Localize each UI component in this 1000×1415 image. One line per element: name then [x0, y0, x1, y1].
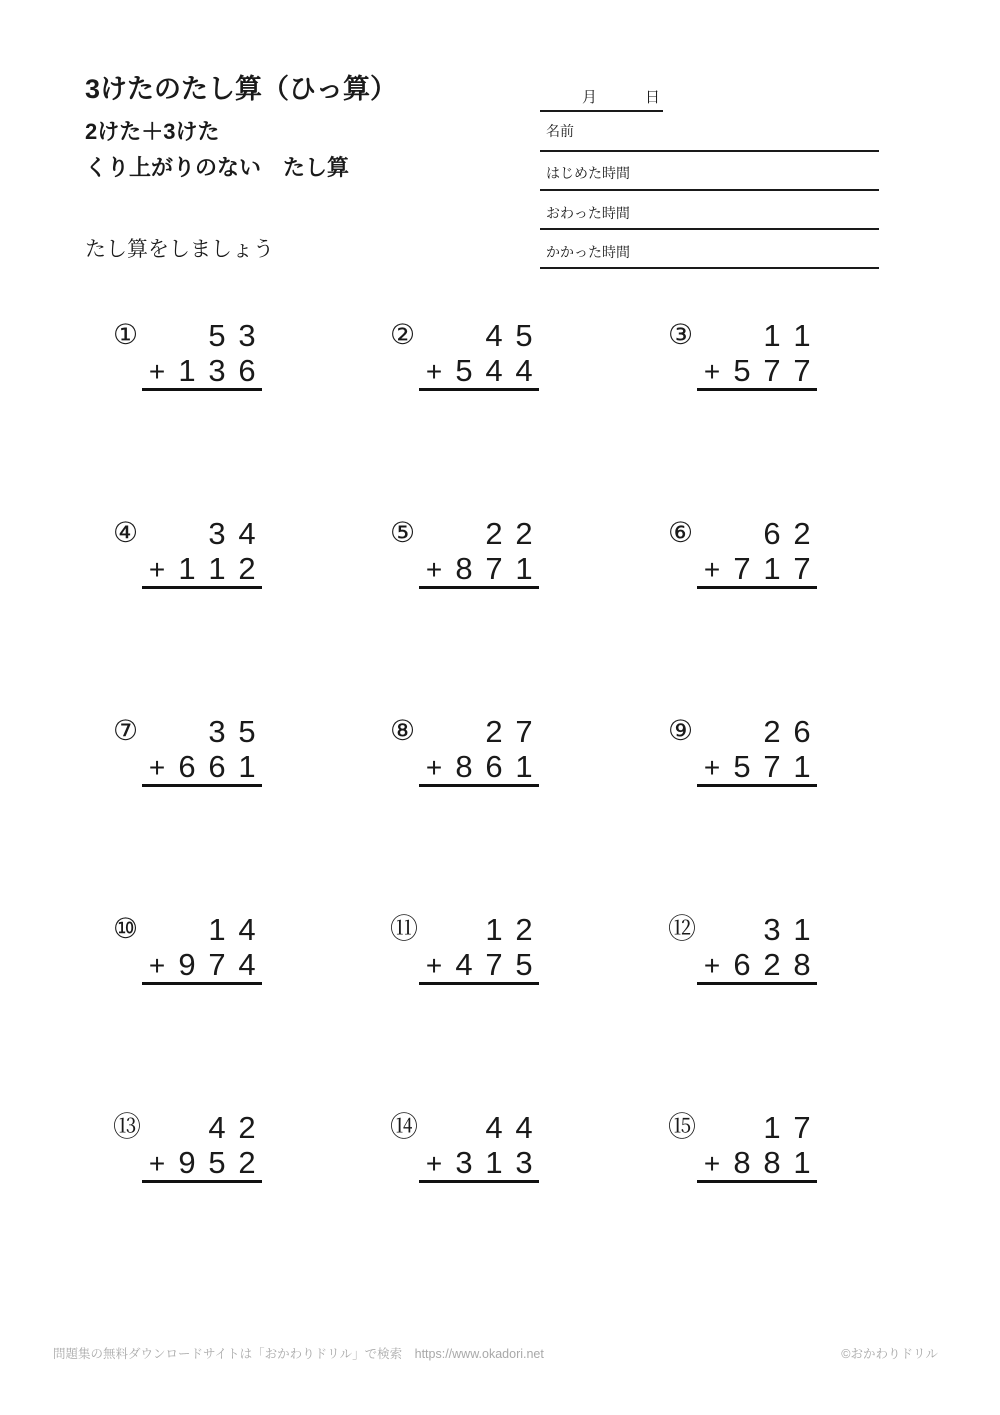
digit: 5	[208, 1145, 226, 1180]
digit: 3	[238, 318, 256, 353]
digit: 1	[178, 551, 196, 586]
top-addend	[479, 912, 539, 947]
addition-problem	[668, 318, 828, 398]
digit: 8	[455, 551, 473, 586]
bottom-addend	[419, 353, 539, 388]
addition-problem	[113, 912, 273, 992]
digit: 1	[763, 1110, 781, 1145]
top-addend	[757, 714, 817, 749]
digit: 4	[485, 353, 503, 388]
problem-number: ⑤	[390, 516, 416, 549]
digit: 3	[208, 714, 226, 749]
digit: 5	[238, 714, 256, 749]
digit: 4	[455, 947, 473, 982]
top-addend	[202, 516, 262, 551]
digit: 7	[733, 551, 751, 586]
digit: 3	[763, 912, 781, 947]
digit: 3	[208, 516, 226, 551]
top-addend	[757, 1110, 817, 1145]
problem-number: ⑦	[113, 714, 139, 747]
column-calculation	[419, 516, 539, 589]
end-time-label: おわった時間	[546, 205, 630, 221]
digit: 2	[238, 1110, 256, 1145]
end-time-underline	[540, 228, 879, 230]
plus-sign: +	[148, 950, 166, 981]
digit: 5	[208, 318, 226, 353]
column-calculation	[697, 714, 817, 787]
addition-problem	[390, 714, 550, 794]
footer-copyright: ©おかわりドリル	[841, 1347, 938, 1361]
digit: 8	[733, 1145, 751, 1180]
bottom-addend	[142, 353, 262, 388]
column-calculation	[419, 1110, 539, 1183]
digit: 5	[455, 353, 473, 388]
bottom-addend	[419, 551, 539, 586]
digit: 7	[793, 353, 811, 388]
digit: 4	[208, 1110, 226, 1145]
digit: 1	[763, 318, 781, 353]
column-calculation	[142, 1110, 262, 1183]
digit: 8	[763, 1145, 781, 1180]
addition-problem	[668, 1110, 828, 1190]
problem-number: ⑩	[113, 912, 139, 945]
plus-sign: +	[425, 752, 443, 783]
bottom-addend	[142, 1145, 262, 1180]
plus-sign: +	[703, 1148, 721, 1179]
problem-number: ⑨	[668, 714, 694, 747]
bottom-addend	[697, 749, 817, 784]
problem-number: ④	[113, 516, 139, 549]
day-label: 日	[645, 89, 661, 106]
digit: 2	[515, 912, 533, 947]
addition-problem	[113, 318, 273, 398]
digit: 6	[733, 947, 751, 982]
digit: 4	[238, 912, 256, 947]
plus-sign: +	[425, 950, 443, 981]
digit: 6	[208, 749, 226, 784]
column-calculation	[142, 912, 262, 985]
problem-number: ⑧	[390, 714, 416, 747]
digit: 6	[178, 749, 196, 784]
plus-sign: +	[425, 1148, 443, 1179]
digit: 1	[208, 912, 226, 947]
digit: 1	[763, 551, 781, 586]
digit: 7	[515, 714, 533, 749]
plus-sign: +	[703, 950, 721, 981]
instruction-text: たし算をしましょう	[85, 238, 274, 261]
digit: 4	[485, 1110, 503, 1145]
date-underline	[540, 110, 663, 112]
problem-number: ⑥	[668, 516, 694, 549]
bottom-addend	[697, 947, 817, 982]
digit: 7	[208, 947, 226, 982]
name-label: 名前	[546, 123, 574, 139]
addition-problem	[113, 714, 273, 794]
digit: 2	[763, 714, 781, 749]
top-addend	[202, 1110, 262, 1145]
bottom-addend	[142, 749, 262, 784]
digit: 7	[485, 551, 503, 586]
plus-sign: +	[703, 752, 721, 783]
digit: 7	[763, 353, 781, 388]
digit: 4	[485, 318, 503, 353]
addition-problem	[113, 516, 273, 596]
top-addend	[757, 516, 817, 551]
name-underline	[540, 150, 879, 152]
bottom-addend	[697, 1145, 817, 1180]
digit: 1	[208, 551, 226, 586]
digit: 2	[238, 1145, 256, 1180]
bottom-addend	[142, 551, 262, 586]
bottom-addend	[697, 353, 817, 388]
digit: 8	[455, 749, 473, 784]
digit: 1	[793, 318, 811, 353]
addition-problem	[668, 912, 828, 992]
column-calculation	[419, 912, 539, 985]
bottom-addend	[419, 749, 539, 784]
digit: 5	[733, 749, 751, 784]
plus-sign: +	[148, 1148, 166, 1179]
digit: 4	[515, 1110, 533, 1145]
start-time-underline	[540, 189, 879, 191]
page-title: 3けたのたし算（ひっ算）	[85, 74, 398, 104]
page-subtitle-no-carry: くり上がりのない たし算	[85, 155, 350, 180]
digit: 3	[208, 353, 226, 388]
top-addend	[202, 318, 262, 353]
addition-problem	[390, 516, 550, 596]
plus-sign: +	[425, 356, 443, 387]
digit: 9	[178, 1145, 196, 1180]
digit: 9	[178, 947, 196, 982]
digit: 7	[793, 551, 811, 586]
digit: 2	[485, 516, 503, 551]
digit: 5	[515, 947, 533, 982]
month-label: 月	[582, 89, 598, 106]
plus-sign: +	[703, 356, 721, 387]
column-calculation	[142, 318, 262, 391]
digit: 1	[793, 1145, 811, 1180]
problem-number: ①	[113, 318, 139, 351]
plus-sign: +	[703, 554, 721, 585]
top-addend	[479, 318, 539, 353]
addition-problem	[668, 516, 828, 596]
column-calculation	[142, 714, 262, 787]
digit: 1	[793, 749, 811, 784]
digit: 1	[515, 551, 533, 586]
digit: 5	[515, 318, 533, 353]
digit: 6	[485, 749, 503, 784]
digit: 1	[485, 1145, 503, 1180]
plus-sign: +	[148, 752, 166, 783]
digit: 2	[485, 714, 503, 749]
top-addend	[202, 714, 262, 749]
digit: 1	[178, 353, 196, 388]
footer-site-note: 問題集の無料ダウンロードサイトは「おかわりドリル」で検索 https://www.okadori.net	[53, 1347, 544, 1361]
column-calculation	[697, 516, 817, 589]
digit: 5	[733, 353, 751, 388]
bottom-addend	[419, 1145, 539, 1180]
digit: 7	[793, 1110, 811, 1145]
top-addend	[479, 714, 539, 749]
digit: 6	[238, 353, 256, 388]
column-calculation	[697, 1110, 817, 1183]
digit: 7	[485, 947, 503, 982]
plus-sign: +	[148, 554, 166, 585]
digit: 1	[793, 912, 811, 947]
top-addend	[479, 516, 539, 551]
top-addend	[479, 1110, 539, 1145]
addition-problem	[668, 714, 828, 794]
digit: 3	[455, 1145, 473, 1180]
elapsed-time-underline	[540, 267, 879, 269]
problem-number: ⑬	[113, 1110, 142, 1143]
page-subtitle-digits: 2けた＋3けた	[85, 119, 220, 144]
problem-number: ⑫	[668, 912, 697, 945]
start-time-label: はじめた時間	[546, 165, 630, 181]
digit: 2	[515, 516, 533, 551]
plus-sign: +	[148, 356, 166, 387]
top-addend	[202, 912, 262, 947]
digit: 1	[515, 749, 533, 784]
column-calculation	[419, 318, 539, 391]
digit: 6	[793, 714, 811, 749]
digit: 8	[793, 947, 811, 982]
plus-sign: +	[425, 554, 443, 585]
top-addend	[757, 318, 817, 353]
addition-problem	[113, 1110, 273, 1190]
top-addend	[757, 912, 817, 947]
addition-problem	[390, 318, 550, 398]
problem-number: ②	[390, 318, 416, 351]
elapsed-time-label: かかった時間	[546, 244, 630, 260]
digit: 2	[793, 516, 811, 551]
digit: 6	[763, 516, 781, 551]
column-calculation	[142, 516, 262, 589]
problem-number: ⑪	[390, 912, 419, 945]
bottom-addend	[419, 947, 539, 982]
digit: 4	[238, 947, 256, 982]
digit: 4	[515, 353, 533, 388]
digit: 4	[238, 516, 256, 551]
digit: 2	[238, 551, 256, 586]
digit: 3	[515, 1145, 533, 1180]
problem-number: ⑮	[668, 1110, 697, 1143]
problem-number: ③	[668, 318, 694, 351]
digit: 1	[238, 749, 256, 784]
bottom-addend	[142, 947, 262, 982]
column-calculation	[697, 912, 817, 985]
bottom-addend	[697, 551, 817, 586]
digit: 7	[763, 749, 781, 784]
problem-number: ⑭	[390, 1110, 419, 1143]
addition-problem	[390, 912, 550, 992]
column-calculation	[697, 318, 817, 391]
column-calculation	[419, 714, 539, 787]
digit: 1	[485, 912, 503, 947]
addition-problem	[390, 1110, 550, 1190]
digit: 2	[763, 947, 781, 982]
